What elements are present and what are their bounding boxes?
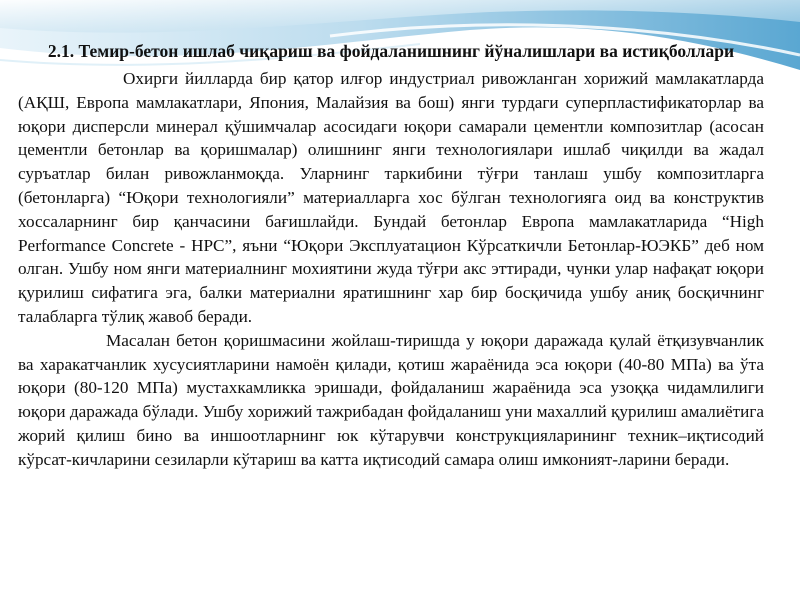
slide-title: 2.1. Темир-бетон ишлаб чиқариш ва фойдаланишнинг йўналишлари ва истиқболлари xyxy=(47,41,735,61)
body-paragraph: Масалан бетон қоришмасини жойлаш-тиришда у юқори даражада қулай ётқизувчанлик ва харакатчанлик хусусиятларини намоён қилади, қотиш жараёнида эса юқори (40-80 МПа) ва ўта юқори (80-120 МПа) мустахкамликка эришади, фойдаланиш жараёнида эса узоққа чидамлилиги юқори даражада бўлади. Ушбу хорижий тажрибадан фойдаланиш уни махаллий қурилиш амалиётига жорий қилиш бино ва иншоотларнинг юк кўтарувчи конструкцияларининг техник–иқтисодий кўрсат-кичларини сезиларли кўтариш ва катта иқтисодий самара олиш имконият-ларини беради. xyxy=(18,330,765,469)
body-paragraph: Охирги йилларда бир қатор илғор индустриал ривожланган хорижий мамлакатларда (АҚШ, Европа мамлакатлари, Япония, Малайзия ва бош) янги турдаги суперпластификаторлар ва юқори дисперсли минерал қўшимчалар асосидаги юқори самарали цементли композитлар (асосан цементли бетонлар ва қоришмалар) олишнинг янги технологиялари ишлаб чиқилди ва жадал суръатлар билан ривожланмоқда. Уларнинг таркибини тўғри танлаш ушбу композитларга (бетонларга) “Юқори технологияли” материалларга хос бўлган технологияга оид ва конструктив хоссаларнинг бир қанчасини бағишлайди. Бундай бетонлар Европа мамлакатларида “High Performance Concrete - HPC”, яъни “Юқори Эксплуатацион Кўрсаткичли Бетонлар-ЮЭКБ” деб ном олган. Ушбу ном янги материалнинг мохиятини жуда тўғри акс эттиради, чунки улар нафақат юқори қурилиш сифатига эга, балки материални яратишнинг хар бир босқичида ушбу аниқ босқичнинг талабларга тўлиқ жавоб беради. xyxy=(18,69,764,326)
slide-content xyxy=(18,40,764,472)
